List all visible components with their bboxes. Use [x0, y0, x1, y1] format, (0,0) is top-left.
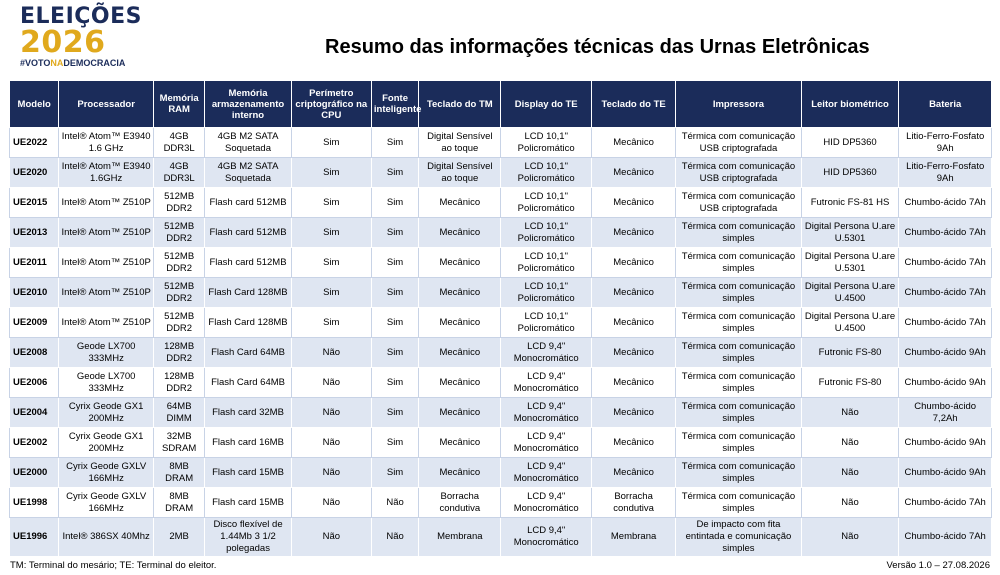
table-row	[10, 158, 992, 188]
table-cell: Futronic FS-81 HS	[801, 188, 899, 218]
column-header: Impressora	[676, 81, 801, 128]
model-cell: UE2008	[10, 338, 59, 368]
column-header: Processador	[59, 81, 154, 128]
table-cell: Mecânico	[419, 308, 501, 338]
table-cell: Intel® Atom™ Z510P	[59, 308, 154, 338]
column-header: Teclado do TM	[419, 81, 501, 128]
table-cell: Flash Card 64MB	[205, 338, 291, 368]
table-cell: Mecânico	[419, 248, 501, 278]
table-cell: Intel® Atom™ Z510P	[59, 188, 154, 218]
table-cell: 512MB DDR2	[153, 218, 204, 248]
table-cell: Mecânico	[419, 278, 501, 308]
column-header: Memória armazenamento interno	[205, 81, 291, 128]
table-cell: Sim	[291, 128, 371, 158]
table-cell: LCD 10,1" Policromático	[501, 188, 591, 218]
table-cell: Flash card 15MB	[205, 488, 291, 518]
table-cell: Sim	[291, 188, 371, 218]
table-cell: Mecânico	[591, 338, 675, 368]
table-cell: LCD 10,1" Policromático	[501, 218, 591, 248]
model-cell: UE1996	[10, 518, 59, 557]
table-header-row	[10, 81, 992, 128]
table-cell: Mecânico	[591, 428, 675, 458]
table-cell: LCD 10,1" Policromático	[501, 308, 591, 338]
table-cell: Térmica com comunicação simples	[676, 248, 801, 278]
model-cell: UE2020	[10, 158, 59, 188]
table-cell: Sim	[291, 278, 371, 308]
table-cell: Cyrix Geode GXLV 166MHz	[59, 458, 154, 488]
table-row	[10, 128, 992, 158]
table-row	[10, 338, 992, 368]
table-cell: Futronic FS-80	[801, 368, 899, 398]
table-cell: 8MB DRAM	[153, 488, 204, 518]
footer-note: TM: Terminal do mesário; TE: Terminal do eleitor.	[10, 560, 217, 571]
table-cell: Chumbo-ácido 7Ah	[899, 248, 992, 278]
table-cell: Flash Card 128MB	[205, 278, 291, 308]
table-cell: Geode LX700 333MHz	[59, 368, 154, 398]
table-cell: Não	[371, 518, 418, 557]
table-cell: Chumbo-ácido 7Ah	[899, 518, 992, 557]
logo-line2: 2026	[20, 25, 106, 60]
table-cell: 8MB DRAM	[153, 458, 204, 488]
table-cell: Flash card 15MB	[205, 458, 291, 488]
table-cell: LCD 10,1" Policromático	[501, 158, 591, 188]
table-cell: Não	[291, 458, 371, 488]
table-cell: Membrana	[419, 518, 501, 557]
table-row	[10, 308, 992, 338]
table-cell: Não	[291, 398, 371, 428]
table-cell: Não	[801, 458, 899, 488]
table-cell: Chumbo-ácido 9Ah	[899, 428, 992, 458]
table-cell: Sim	[371, 398, 418, 428]
table-cell: 512MB DDR2	[153, 308, 204, 338]
column-header: Teclado do TE	[591, 81, 675, 128]
table-cell: Mecânico	[591, 218, 675, 248]
table-cell: Intel® Atom™ E3940 1.6 GHz	[59, 128, 154, 158]
version-label: Versão 1.0 – 27.08.2026	[886, 560, 990, 571]
table-cell: 4GB DDR3L	[153, 128, 204, 158]
table-cell: LCD 10,1" Policromático	[501, 128, 591, 158]
model-cell: UE2013	[10, 218, 59, 248]
model-cell: UE2004	[10, 398, 59, 428]
logo-hashtag: #VOTONADEMOCRACIA	[20, 58, 126, 68]
table-cell: De impacto com fita entintada e comunicação simples	[676, 518, 801, 557]
table-cell: Térmica com comunicação simples	[676, 338, 801, 368]
table-cell: Sim	[371, 278, 418, 308]
table-cell: 512MB DDR2	[153, 248, 204, 278]
table-cell: Digital Sensível ao toque	[419, 128, 501, 158]
table-cell: Térmica com comunicação USB criptografada	[676, 188, 801, 218]
table-cell: Mecânico	[591, 368, 675, 398]
table-cell: Mecânico	[419, 188, 501, 218]
table-cell: LCD 9,4" Monocromático	[501, 458, 591, 488]
table-cell: Não	[291, 338, 371, 368]
table-cell: Digital Persona U.are U.4500	[801, 308, 899, 338]
table-cell: Sim	[291, 158, 371, 188]
table-cell: 4GB DDR3L	[153, 158, 204, 188]
table-cell: HID DP5360	[801, 128, 899, 158]
elections-logo	[20, 4, 142, 76]
table-cell: Cyrix Geode GX1 200MHz	[59, 428, 154, 458]
table-cell: Mecânico	[419, 218, 501, 248]
table-cell: Sim	[291, 308, 371, 338]
table-row	[10, 248, 992, 278]
table-cell: LCD 9,4" Monocromático	[501, 338, 591, 368]
table-cell: Não	[801, 398, 899, 428]
table-cell: Mecânico	[419, 338, 501, 368]
table-cell: Térmica com comunicação simples	[676, 278, 801, 308]
table-cell: Intel® Atom™ Z510P	[59, 248, 154, 278]
table-cell: Térmica com comunicação simples	[676, 308, 801, 338]
table-cell: Chumbo-ácido 7Ah	[899, 218, 992, 248]
table-cell: Intel® Atom™ E3940 1.6GHz	[59, 158, 154, 188]
table-cell: Mecânico	[419, 428, 501, 458]
model-cell: UE2010	[10, 278, 59, 308]
table-cell: Mecânico	[591, 188, 675, 218]
table-cell: Flash card 32MB	[205, 398, 291, 428]
table-cell: Não	[291, 518, 371, 557]
table-cell: LCD 9,4" Monocromático	[501, 488, 591, 518]
model-cell: UE2022	[10, 128, 59, 158]
table-cell: Mecânico	[419, 458, 501, 488]
table-cell: Mecânico	[591, 158, 675, 188]
table-cell: Sim	[371, 458, 418, 488]
table-cell: Flash Card 64MB	[205, 368, 291, 398]
column-header: Bateria	[899, 81, 992, 128]
table-cell: Sim	[371, 188, 418, 218]
table-cell: Borracha condutiva	[591, 488, 675, 518]
model-cell: UE2011	[10, 248, 59, 278]
table-cell: 128MB DDR2	[153, 368, 204, 398]
table-cell: Térmica com comunicação simples	[676, 368, 801, 398]
table-row	[10, 398, 992, 428]
table-cell: Mecânico	[591, 398, 675, 428]
table-cell: Chumbo-ácido 7Ah	[899, 308, 992, 338]
table-cell: LCD 10,1" Policromático	[501, 248, 591, 278]
table-cell: LCD 9,4" Monocromático	[501, 398, 591, 428]
table-cell: Mecânico	[591, 248, 675, 278]
table-cell: Litio-Ferro-Fosfato 9Ah	[899, 158, 992, 188]
table-row	[10, 518, 992, 557]
table-cell: Não	[801, 518, 899, 557]
table-cell: Flash card 512MB	[205, 218, 291, 248]
table-row	[10, 218, 992, 248]
table-cell: 512MB DDR2	[153, 188, 204, 218]
column-header: Fonte inteligente	[371, 81, 418, 128]
table-cell: Digital Sensível ao toque	[419, 158, 501, 188]
table-cell: Digital Persona U.are U.5301	[801, 218, 899, 248]
table-cell: Mecânico	[591, 458, 675, 488]
table-cell: Chumbo-ácido 7,2Ah	[899, 398, 992, 428]
table-row	[10, 188, 992, 218]
table-cell: Sim	[371, 158, 418, 188]
table-row	[10, 458, 992, 488]
table-cell: Flash Card 128MB	[205, 308, 291, 338]
table-cell: Geode LX700 333MHz	[59, 338, 154, 368]
table-cell: Digital Persona U.are U.5301	[801, 248, 899, 278]
table-cell: Sim	[371, 428, 418, 458]
table-cell: Chumbo-ácido 7Ah	[899, 188, 992, 218]
table-cell: Mecânico	[591, 308, 675, 338]
table-cell: LCD 9,4" Monocromático	[501, 428, 591, 458]
table-cell: Litio-Ferro-Fosfato 9Ah	[899, 128, 992, 158]
table-cell: Mecânico	[591, 128, 675, 158]
table-cell: Sim	[291, 218, 371, 248]
model-cell: UE2006	[10, 368, 59, 398]
table-cell: Futronic FS-80	[801, 338, 899, 368]
table-row	[10, 488, 992, 518]
specs-table	[9, 80, 992, 557]
table-cell: Flash card 512MB	[205, 248, 291, 278]
table-cell: Mecânico	[591, 278, 675, 308]
table-cell: Sim	[371, 338, 418, 368]
table-cell: Sim	[371, 128, 418, 158]
table-cell: 64MB DIMM	[153, 398, 204, 428]
table-cell: Chumbo-ácido 9Ah	[899, 458, 992, 488]
table-cell: 2MB	[153, 518, 204, 557]
logo-line1: ELEIÇÕES	[20, 4, 142, 29]
table-cell: Chumbo-ácido 7Ah	[899, 278, 992, 308]
table-cell: Térmica com comunicação USB criptografada	[676, 158, 801, 188]
table-row	[10, 428, 992, 458]
table-cell: Sim	[371, 308, 418, 338]
table-cell: Não	[291, 428, 371, 458]
table-cell: Térmica com comunicação simples	[676, 458, 801, 488]
table-cell: Membrana	[591, 518, 675, 557]
page-title: Resumo das informações técnicas das Urnas Eletrônicas	[325, 36, 870, 58]
table-row	[10, 368, 992, 398]
column-header: Modelo	[10, 81, 59, 128]
model-cell: UE2000	[10, 458, 59, 488]
table-cell: Chumbo-ácido 7Ah	[899, 488, 992, 518]
table-cell: Sim	[371, 248, 418, 278]
table-cell: Disco flexível de 1.44Mb 3 1/2 polegadas	[205, 518, 291, 557]
table-cell: Não	[801, 488, 899, 518]
column-header: Leitor biométrico	[801, 81, 899, 128]
table-cell: 512MB DDR2	[153, 278, 204, 308]
model-cell: UE2015	[10, 188, 59, 218]
table-cell: Não	[291, 368, 371, 398]
table-cell: Chumbo-ácido 9Ah	[899, 368, 992, 398]
table-cell: Mecânico	[419, 398, 501, 428]
table-cell: Não	[801, 428, 899, 458]
table-cell: Intel® Atom™ Z510P	[59, 218, 154, 248]
table-cell: Flash card 512MB	[205, 188, 291, 218]
table-cell: Sim	[371, 368, 418, 398]
table-cell: Flash card 16MB	[205, 428, 291, 458]
table-cell: 128MB DDR2	[153, 338, 204, 368]
model-cell: UE1998	[10, 488, 59, 518]
table-cell: 4GB M2 SATA Soquetada	[205, 128, 291, 158]
table-cell: LCD 9,4" Monocromático	[501, 368, 591, 398]
table-cell: Sim	[291, 248, 371, 278]
table-row	[10, 278, 992, 308]
table-cell: Digital Persona U.are U.4500	[801, 278, 899, 308]
table-cell: Térmica com comunicação simples	[676, 488, 801, 518]
table-body	[10, 128, 992, 557]
table-cell: Borracha condutiva	[419, 488, 501, 518]
table-cell: Cyrix Geode GXLV 166MHz	[59, 488, 154, 518]
column-header: Memória RAM	[153, 81, 204, 128]
model-cell: UE2009	[10, 308, 59, 338]
table-cell: 4GB M2 SATA Soquetada	[205, 158, 291, 188]
table-cell: Chumbo-ácido 9Ah	[899, 338, 992, 368]
table-cell: Térmica com comunicação simples	[676, 218, 801, 248]
table-cell: 32MB SDRAM	[153, 428, 204, 458]
table-cell: Sim	[371, 218, 418, 248]
table-cell: Cyrix Geode GX1 200MHz	[59, 398, 154, 428]
column-header: Perímetro criptográfico na CPU	[291, 81, 371, 128]
table-cell: LCD 10,1" Policromático	[501, 278, 591, 308]
table-cell: HID DP5360	[801, 158, 899, 188]
table-cell: Não	[291, 488, 371, 518]
table-cell: Não	[371, 488, 418, 518]
table-cell: Térmica com comunicação simples	[676, 428, 801, 458]
table-cell: Térmica com comunicação USB criptografada	[676, 128, 801, 158]
table-cell: Intel® Atom™ Z510P	[59, 278, 154, 308]
table-cell: LCD 9,4" Monocromático	[501, 518, 591, 557]
table-cell: Intel® 386SX 40Mhz	[59, 518, 154, 557]
column-header: Display do TE	[501, 81, 591, 128]
table-cell: Térmica com comunicação simples	[676, 398, 801, 428]
model-cell: UE2002	[10, 428, 59, 458]
table-cell: Mecânico	[419, 368, 501, 398]
